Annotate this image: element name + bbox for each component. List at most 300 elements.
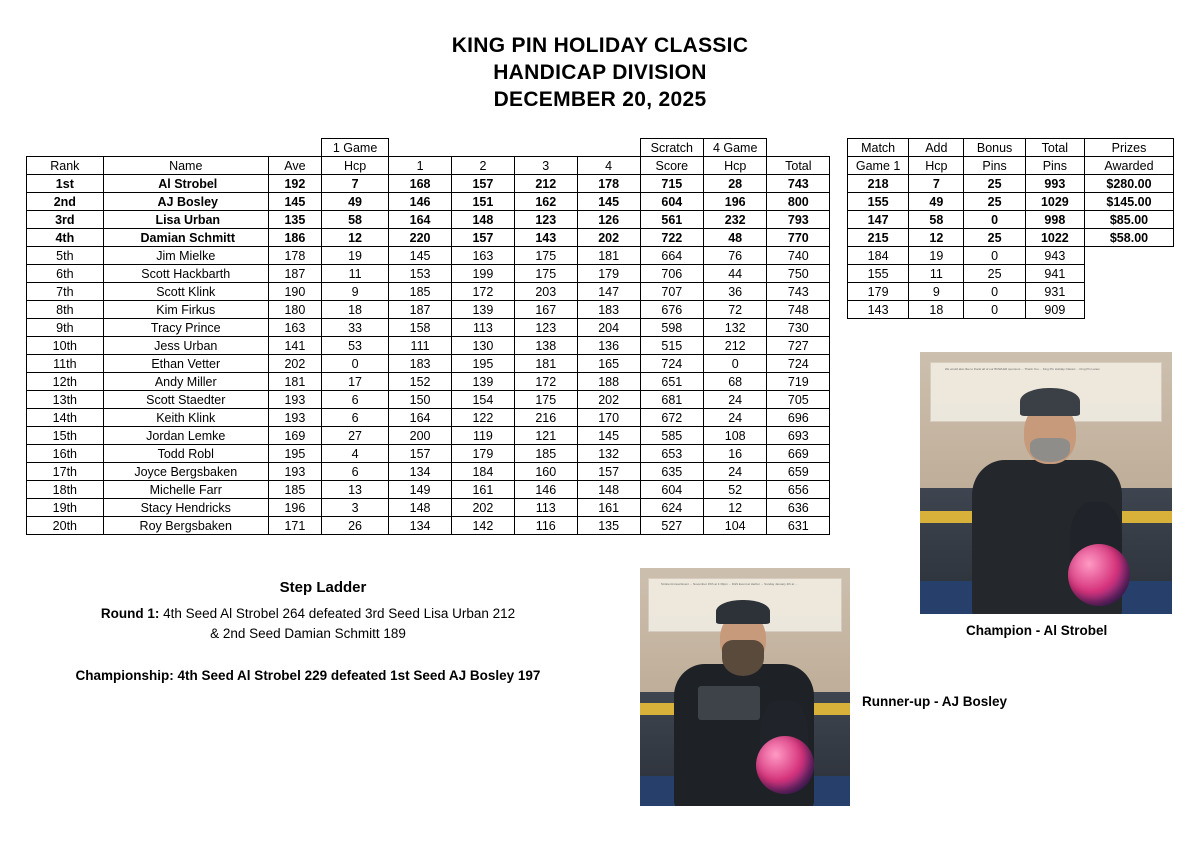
cell-game-3: 143 — [514, 229, 577, 247]
cell-four-game-hcp: 212 — [704, 337, 767, 355]
cell-four-game-hcp: 72 — [704, 301, 767, 319]
header-ave: Ave — [268, 157, 321, 175]
cell-rank: 10th — [27, 337, 104, 355]
cell-match-game-1 — [847, 445, 908, 463]
cell-name: Jordan Lemke — [103, 427, 268, 445]
cell-rank: 7th — [27, 283, 104, 301]
champion-caption: Champion - Al Strobel — [966, 623, 1108, 638]
cell-prize: $85.00 — [1084, 211, 1173, 229]
cell-gap — [830, 319, 848, 337]
cell-name: Jess Urban — [103, 337, 268, 355]
cell-game-2: 122 — [451, 409, 514, 427]
cell-gap — [830, 517, 848, 535]
cell-hcp: 26 — [322, 517, 389, 535]
cell-game-1: 158 — [389, 319, 452, 337]
cell-game-2: 139 — [451, 301, 514, 319]
cell-game-3: 160 — [514, 463, 577, 481]
champion-bowling-ball — [1068, 544, 1130, 606]
cell-add-hcp: 7 — [909, 175, 964, 193]
cell-total: 770 — [767, 229, 830, 247]
step-ladder-section — [28, 578, 588, 686]
cell-total: 793 — [767, 211, 830, 229]
cell-rank: 17th — [27, 463, 104, 481]
cell-game-2: 179 — [451, 445, 514, 463]
cell-four-game-hcp: 52 — [704, 481, 767, 499]
cell-scratch-score: 604 — [640, 481, 704, 499]
cell-total: 800 — [767, 193, 830, 211]
header-game-3: 3 — [514, 157, 577, 175]
cell-hcp: 33 — [322, 319, 389, 337]
cell-total: 743 — [767, 283, 830, 301]
cell-game-2: 113 — [451, 319, 514, 337]
cell-ave: 141 — [268, 337, 321, 355]
cell-total: 750 — [767, 265, 830, 283]
header-game-4: 4 — [577, 157, 640, 175]
table-row — [27, 193, 1174, 211]
header-match: Match — [847, 139, 908, 157]
cell-prize — [1084, 319, 1173, 337]
cell-name: Damian Schmitt — [103, 229, 268, 247]
cell-match-game-1 — [847, 319, 908, 337]
cell-gap — [830, 499, 848, 517]
header-name: Name — [103, 157, 268, 175]
cell-prize: $58.00 — [1084, 229, 1173, 247]
round-1-label: Round 1: — [100, 606, 160, 621]
header-total-pins-group: Total — [1025, 139, 1084, 157]
cell-total: 730 — [767, 319, 830, 337]
cell-match-game-1 — [847, 463, 908, 481]
cell-scratch-score: 676 — [640, 301, 704, 319]
cell-match-game-1 — [847, 355, 908, 373]
cell-gap — [830, 301, 848, 319]
cell-scratch-score: 681 — [640, 391, 704, 409]
header-four-game-hcp: Hcp — [704, 157, 767, 175]
cell-match-game-1: 155 — [847, 265, 908, 283]
cell-game-3: 175 — [514, 265, 577, 283]
cell-four-game-hcp: 68 — [704, 373, 767, 391]
cell-game-2: 151 — [451, 193, 514, 211]
cell-total: 656 — [767, 481, 830, 499]
table-row — [27, 175, 1174, 193]
cell-rank: 16th — [27, 445, 104, 463]
cell-game-2: 202 — [451, 499, 514, 517]
cell-four-game-hcp: 36 — [704, 283, 767, 301]
cell-game-2: 199 — [451, 265, 514, 283]
header-four-game: 4 Game — [704, 139, 767, 157]
cell-total-pins: 1022 — [1025, 229, 1084, 247]
title-line-2: HANDICAP DIVISION — [493, 61, 707, 84]
cell-add-hcp: 18 — [909, 301, 964, 319]
step-ladder-round-1 — [28, 604, 588, 624]
cell-game-3: 138 — [514, 337, 577, 355]
cell-rank: 9th — [27, 319, 104, 337]
cell-match-game-1: 215 — [847, 229, 908, 247]
cell-rank: 1st — [27, 175, 104, 193]
cell-gap — [830, 391, 848, 409]
cell-scratch-score: 672 — [640, 409, 704, 427]
cell-gap — [830, 283, 848, 301]
cell-gap — [830, 247, 848, 265]
cell-game-4: 181 — [577, 247, 640, 265]
table-group-header-row — [27, 139, 1174, 157]
cell-game-4: 202 — [577, 229, 640, 247]
cell-bonus-pins: 25 — [964, 175, 1025, 193]
cell-game-3: 116 — [514, 517, 577, 535]
cell-scratch-score: 624 — [640, 499, 704, 517]
page-title — [0, 32, 1200, 113]
cell-name: AJ Bosley — [103, 193, 268, 211]
cell-gap — [830, 373, 848, 391]
cell-rank: 5th — [27, 247, 104, 265]
cell-hcp: 18 — [322, 301, 389, 319]
cell-game-3: 123 — [514, 211, 577, 229]
cell-ave: 169 — [268, 427, 321, 445]
cell-match-game-1 — [847, 499, 908, 517]
table-header-row — [27, 157, 1174, 175]
cell-total: 724 — [767, 355, 830, 373]
cell-add-hcp: 58 — [909, 211, 964, 229]
round-1-text: 4th Seed Al Strobel 264 defeated 3rd Seed Lisa Urban 212 — [163, 606, 516, 621]
cell-ave: 202 — [268, 355, 321, 373]
champion-hat — [1020, 388, 1080, 416]
cell-game-2: 157 — [451, 229, 514, 247]
cell-game-2: 172 — [451, 283, 514, 301]
header-rank: Rank — [27, 157, 104, 175]
cell-name: Stacy Hendricks — [103, 499, 268, 517]
step-ladder-title: Step Ladder — [279, 579, 367, 596]
cell-game-4: 126 — [577, 211, 640, 229]
cell-ave: 190 — [268, 283, 321, 301]
champion-beard — [1030, 438, 1070, 462]
cell-match-game-1: 147 — [847, 211, 908, 229]
cell-name: Michelle Farr — [103, 481, 268, 499]
photo-flyer-text: We would also like to thank all of our BOWLER sponsors ... Thank You ... King Pin Holiday Classic ... King Pin Lanes — [944, 366, 1100, 371]
table-row — [27, 301, 1174, 319]
cell-rank: 14th — [27, 409, 104, 427]
cell-four-game-hcp: 24 — [704, 391, 767, 409]
runnerup-caption: Runner-up - AJ Bosley — [862, 694, 1008, 709]
cell-total-pins: 998 — [1025, 211, 1084, 229]
table-row — [27, 319, 1174, 337]
cell-total: 631 — [767, 517, 830, 535]
cell-name: Andy Miller — [103, 373, 268, 391]
cell-match-game-1: 143 — [847, 301, 908, 319]
cell-gap — [830, 337, 848, 355]
cell-game-4: 183 — [577, 301, 640, 319]
header-total: Total — [767, 157, 830, 175]
cell-four-game-hcp: 28 — [704, 175, 767, 193]
cell-name: Al Strobel — [103, 175, 268, 193]
cell-hcp: 11 — [322, 265, 389, 283]
cell-game-1: 111 — [389, 337, 452, 355]
cell-ave: 193 — [268, 463, 321, 481]
cell-total: 659 — [767, 463, 830, 481]
cell-game-2: 139 — [451, 373, 514, 391]
cell-rank: 11th — [27, 355, 104, 373]
cell-game-4: 161 — [577, 499, 640, 517]
cell-hcp: 3 — [322, 499, 389, 517]
header-scratch: Scratch — [640, 139, 704, 157]
cell-rank: 15th — [27, 427, 104, 445]
cell-game-4: 188 — [577, 373, 640, 391]
cell-total-pins: 941 — [1025, 265, 1084, 283]
cell-game-1: 134 — [389, 463, 452, 481]
champion-photo — [920, 352, 1172, 614]
cell-ave: 145 — [268, 193, 321, 211]
header-prizes-awarded: Awarded — [1084, 157, 1173, 175]
cell-game-3: 185 — [514, 445, 577, 463]
cell-name: Todd Robl — [103, 445, 268, 463]
header-match-game-1: Game 1 — [847, 157, 908, 175]
header-hcp: Hcp — [322, 157, 389, 175]
cell-prize — [1084, 247, 1173, 265]
cell-four-game-hcp: 0 — [704, 355, 767, 373]
cell-four-game-hcp: 24 — [704, 463, 767, 481]
header-scratch-score: Score — [640, 157, 704, 175]
cell-four-game-hcp: 24 — [704, 409, 767, 427]
cell-hcp: 0 — [322, 355, 389, 373]
cell-bonus-pins: 0 — [964, 301, 1025, 319]
cell-rank: 8th — [27, 301, 104, 319]
cell-game-1: 164 — [389, 211, 452, 229]
cell-match-game-1: 218 — [847, 175, 908, 193]
cell-game-3: 162 — [514, 193, 577, 211]
cell-game-4: 202 — [577, 391, 640, 409]
cell-scratch-score: 707 — [640, 283, 704, 301]
cell-ave: 178 — [268, 247, 321, 265]
cell-hcp: 53 — [322, 337, 389, 355]
cell-four-game-hcp: 132 — [704, 319, 767, 337]
cell-hcp: 9 — [322, 283, 389, 301]
header-bonus: Bonus — [964, 139, 1025, 157]
cell-game-1: 146 — [389, 193, 452, 211]
cell-game-3: 203 — [514, 283, 577, 301]
cell-scratch-score: 724 — [640, 355, 704, 373]
cell-name: Lisa Urban — [103, 211, 268, 229]
cell-hcp: 6 — [322, 391, 389, 409]
cell-gap — [830, 265, 848, 283]
cell-game-4: 165 — [577, 355, 640, 373]
cell-name: Jim Mielke — [103, 247, 268, 265]
cell-prize: $145.00 — [1084, 193, 1173, 211]
cell-gap — [830, 229, 848, 247]
cell-name: Scott Hackbarth — [103, 265, 268, 283]
cell-gap — [830, 427, 848, 445]
step-ladder-championship: Championship: 4th Seed Al Strobel 229 defeated 1st Seed AJ Bosley 197 — [75, 668, 541, 683]
cell-total: 727 — [767, 337, 830, 355]
cell-rank: 19th — [27, 499, 104, 517]
cell-four-game-hcp: 16 — [704, 445, 767, 463]
cell-game-4: 179 — [577, 265, 640, 283]
cell-game-3: 167 — [514, 301, 577, 319]
cell-scratch-score: 635 — [640, 463, 704, 481]
cell-total-pins: 943 — [1025, 247, 1084, 265]
cell-rank: 4th — [27, 229, 104, 247]
cell-ave: 135 — [268, 211, 321, 229]
cell-prize: $280.00 — [1084, 175, 1173, 193]
cell-add-hcp: 11 — [909, 265, 964, 283]
cell-game-1: 183 — [389, 355, 452, 373]
cell-add-hcp — [909, 319, 964, 337]
cell-total: 740 — [767, 247, 830, 265]
runnerup-bowling-ball — [756, 736, 814, 794]
cell-game-2: 154 — [451, 391, 514, 409]
cell-scratch-score: 664 — [640, 247, 704, 265]
cell-add-hcp: 19 — [909, 247, 964, 265]
cell-scratch-score: 653 — [640, 445, 704, 463]
cell-bonus-pins — [964, 319, 1025, 337]
runnerup-beard — [722, 640, 764, 676]
cell-game-1: 157 — [389, 445, 452, 463]
cell-game-2: 142 — [451, 517, 514, 535]
cell-match-game-1 — [847, 391, 908, 409]
cell-game-2: 148 — [451, 211, 514, 229]
cell-gap — [830, 445, 848, 463]
cell-game-4: 178 — [577, 175, 640, 193]
cell-name: Joyce Bergsbaken — [103, 463, 268, 481]
cell-game-2: 161 — [451, 481, 514, 499]
cell-game-4: 147 — [577, 283, 640, 301]
cell-gap — [830, 355, 848, 373]
cell-game-2: 184 — [451, 463, 514, 481]
cell-game-4: 145 — [577, 427, 640, 445]
cell-game-3: 113 — [514, 499, 577, 517]
cell-total-pins: 993 — [1025, 175, 1084, 193]
title-line-3: DECEMBER 20, 2025 — [493, 88, 707, 111]
cell-total-pins: 931 — [1025, 283, 1084, 301]
cell-gap — [830, 193, 848, 211]
header-game-1: 1 — [389, 157, 452, 175]
cell-match-game-1: 155 — [847, 193, 908, 211]
cell-game-3: 216 — [514, 409, 577, 427]
cell-four-game-hcp: 44 — [704, 265, 767, 283]
cell-ave: 186 — [268, 229, 321, 247]
cell-hcp: 12 — [322, 229, 389, 247]
cell-total: 693 — [767, 427, 830, 445]
cell-hcp: 6 — [322, 463, 389, 481]
cell-total-pins: 909 — [1025, 301, 1084, 319]
cell-match-game-1 — [847, 337, 908, 355]
cell-add-hcp: 9 — [909, 283, 964, 301]
cell-four-game-hcp: 48 — [704, 229, 767, 247]
cell-gap — [830, 463, 848, 481]
cell-game-3: 181 — [514, 355, 577, 373]
cell-game-3: 175 — [514, 391, 577, 409]
cell-hcp: 4 — [322, 445, 389, 463]
cell-scratch-score: 598 — [640, 319, 704, 337]
cell-ave: 180 — [268, 301, 321, 319]
cell-scratch-score: 604 — [640, 193, 704, 211]
cell-total: 669 — [767, 445, 830, 463]
cell-prize — [1084, 283, 1173, 301]
cell-name: Scott Staedter — [103, 391, 268, 409]
cell-hcp: 6 — [322, 409, 389, 427]
cell-gap — [830, 481, 848, 499]
table-row — [27, 265, 1174, 283]
cell-name: Kim Firkus — [103, 301, 268, 319]
cell-game-4: 135 — [577, 517, 640, 535]
cell-game-1: 185 — [389, 283, 452, 301]
cell-name: Ethan Vetter — [103, 355, 268, 373]
cell-prize — [1084, 265, 1173, 283]
cell-ave: 195 — [268, 445, 321, 463]
cell-four-game-hcp: 104 — [704, 517, 767, 535]
cell-game-1: 148 — [389, 499, 452, 517]
cell-hcp: 19 — [322, 247, 389, 265]
cell-bonus-pins: 25 — [964, 229, 1025, 247]
cell-total: 696 — [767, 409, 830, 427]
cell-game-1: 187 — [389, 301, 452, 319]
cell-game-1: 152 — [389, 373, 452, 391]
cell-total-pins: 1029 — [1025, 193, 1084, 211]
table-row — [27, 283, 1174, 301]
cell-ave: 196 — [268, 499, 321, 517]
cell-hcp: 49 — [322, 193, 389, 211]
cell-game-1: 220 — [389, 229, 452, 247]
cell-bonus-pins: 25 — [964, 265, 1025, 283]
cell-scratch-score: 722 — [640, 229, 704, 247]
cell-game-1: 200 — [389, 427, 452, 445]
cell-ave: 193 — [268, 391, 321, 409]
cell-scratch-score: 706 — [640, 265, 704, 283]
cell-four-game-hcp: 196 — [704, 193, 767, 211]
step-ladder-round-1-cont: & 2nd Seed Damian Schmitt 189 — [210, 626, 406, 641]
cell-bonus-pins: 0 — [964, 211, 1025, 229]
cell-game-3: 146 — [514, 481, 577, 499]
cell-hcp: 27 — [322, 427, 389, 445]
cell-ave: 171 — [268, 517, 321, 535]
cell-game-4: 157 — [577, 463, 640, 481]
cell-hcp: 58 — [322, 211, 389, 229]
cell-total-pins — [1025, 319, 1084, 337]
cell-game-4: 136 — [577, 337, 640, 355]
cell-ave: 181 — [268, 373, 321, 391]
cell-match-game-1: 179 — [847, 283, 908, 301]
cell-rank: 20th — [27, 517, 104, 535]
cell-rank: 18th — [27, 481, 104, 499]
cell-hcp: 13 — [322, 481, 389, 499]
photo-flyer-text: Strobel Annual Event ... November 15th at 1:30pm ... D&S Event at Harbor ... Sunday January 4th at ... — [660, 581, 798, 586]
cell-add-hcp: 49 — [909, 193, 964, 211]
cell-game-3: 212 — [514, 175, 577, 193]
cell-game-1: 145 — [389, 247, 452, 265]
cell-game-4: 145 — [577, 193, 640, 211]
runnerup-shirt-graphic — [698, 686, 760, 720]
cell-scratch-score: 515 — [640, 337, 704, 355]
cell-match-game-1 — [847, 409, 908, 427]
cell-scratch-score: 651 — [640, 373, 704, 391]
cell-gap — [830, 409, 848, 427]
cell-rank: 12th — [27, 373, 104, 391]
cell-four-game-hcp: 108 — [704, 427, 767, 445]
table-row — [27, 247, 1174, 265]
runnerup-photo — [640, 568, 850, 806]
cell-game-1: 150 — [389, 391, 452, 409]
cell-name: Scott Klink — [103, 283, 268, 301]
cell-game-1: 164 — [389, 409, 452, 427]
cell-match-game-1: 184 — [847, 247, 908, 265]
title-line-1: KING PIN HOLIDAY CLASSIC — [451, 34, 749, 57]
cell-game-4: 170 — [577, 409, 640, 427]
cell-ave: 163 — [268, 319, 321, 337]
cell-game-4: 204 — [577, 319, 640, 337]
cell-hcp: 17 — [322, 373, 389, 391]
cell-game-1: 134 — [389, 517, 452, 535]
cell-game-3: 175 — [514, 247, 577, 265]
cell-scratch-score: 527 — [640, 517, 704, 535]
cell-add-hcp: 12 — [909, 229, 964, 247]
cell-four-game-hcp: 232 — [704, 211, 767, 229]
